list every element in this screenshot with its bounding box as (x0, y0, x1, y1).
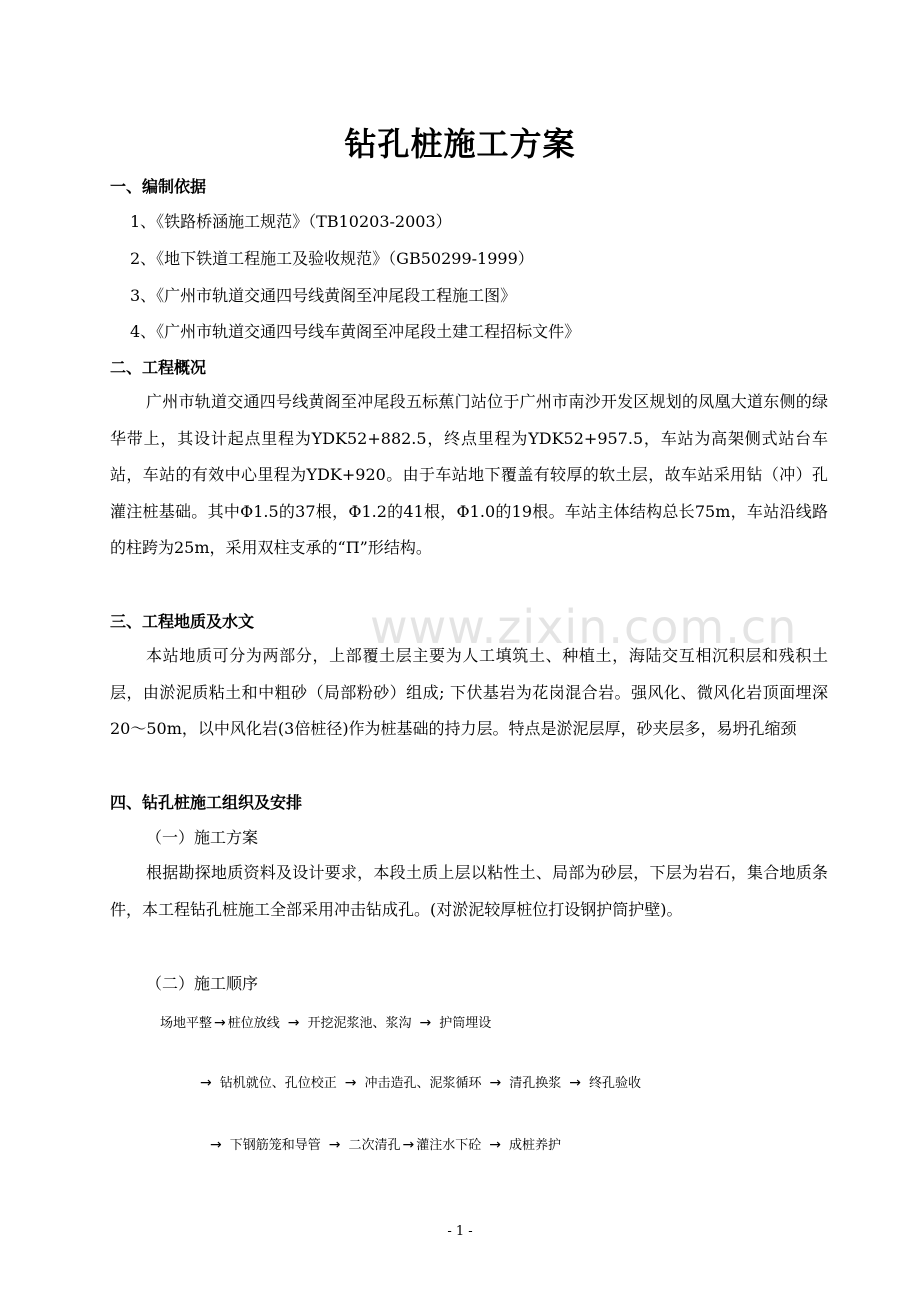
flow-row (200, 1073, 641, 1094)
flow-step: 终孔验收 (588, 1076, 641, 1091)
arrow-right-icon: → (489, 1137, 501, 1153)
flow-row (160, 1013, 491, 1034)
flow-step: 开挖泥浆池、浆沟 (307, 1016, 412, 1031)
subsection-plan: （一）施工方案 (146, 828, 259, 847)
flow-step: 下钢筋笼和导管 (229, 1138, 321, 1153)
flow-step: 二次清孔 (348, 1138, 401, 1153)
section-heading-basis: 一、编制依据 (110, 177, 207, 196)
flow-step: 桩位放线 (227, 1016, 280, 1031)
flow-step: 钻机就位、孔位校正 (219, 1076, 337, 1091)
flow-step: 场地平整 (160, 1016, 213, 1031)
plan-paragraph: 根据勘探地质资料及设计要求，本段土质上层以粘性土、局部为砂层，下层为岩石，集合地质条件，本工程钻孔桩施工全部采用冲击钻成孔。(对淤泥较厚桩位打设钢护筒护壁)。 (110, 863, 828, 919)
arrow-right-icon: → (402, 1137, 415, 1153)
arrow-right-icon: → (344, 1075, 357, 1091)
flow-step: 清孔换浆 (509, 1076, 562, 1091)
arrow-right-icon: → (489, 1075, 502, 1091)
flow-step: 冲击造孔、泥浆循环 (364, 1076, 482, 1091)
reference-item: 4、《广州市轨道交通四号线车黄阁至冲尾段土建工程招标文件》 (130, 322, 581, 341)
watermark: www.zixin.com.cn (370, 600, 798, 654)
arrow-right-icon: → (328, 1137, 341, 1153)
section-heading-geology: 三、工程地质及水文 (110, 612, 255, 631)
arrow-right-icon: → (210, 1137, 222, 1153)
arrow-right-icon: → (569, 1075, 581, 1091)
arrow-right-icon: → (200, 1075, 212, 1091)
overview-paragraph: 广州市轨道交通四号线黄阁至冲尾段五标蕉门站位于广州市南沙开发区规划的凤凰大道东侧的绿华带上，其设计起点里程为YDK52+882.5，终点里程为YDK52+957.5，车站为高架侧式站台车站，车站的有效中心里程为YDK+920。由于车站地下覆盖有较厚的软土层，故车站采用钻（冲）孔灌注桩基础。其中Φ1.5的37根，Φ1.2的41根，Φ1.0的19根。车站主体结构总长75m，车站沿线路的柱跨为25m，采用双柱支承的“П”形结构。 (110, 392, 828, 557)
arrow-right-icon: → (214, 1015, 226, 1031)
arrow-right-icon: → (287, 1015, 300, 1031)
flow-step: 护筒埋设 (439, 1016, 492, 1031)
flow-row (210, 1135, 561, 1156)
reference-item: 1、《铁路桥涵施工规范》（TB10203-2003） (130, 212, 452, 231)
reference-item: 3、《广州市轨道交通四号线黄阁至冲尾段工程施工图》 (130, 286, 517, 305)
arrow-right-icon: → (419, 1015, 432, 1031)
reference-item: 2、《地下铁道工程施工及验收规范》（GB50299-1999） (130, 249, 534, 268)
flow-step: 灌注水下砼 (416, 1138, 482, 1153)
flow-step: 成桩养护 (508, 1138, 561, 1153)
subsection-sequence: （二）施工顺序 (146, 974, 259, 993)
geology-paragraph: 本站地质可分为两部分，上部覆土层主要为人工填筑土、种植土，海陆交互相沉积层和残积土层，由淤泥质粘土和中粗砂（局部粉砂）组成; 下伏基岩为花岗混合岩。强风化、微风化岩顶面埋深20～50m，以中风化岩(3倍桩径)作为桩基础的持力层。特点是淤泥层厚，砂夹层多，易坍孔缩颈 (110, 646, 828, 738)
page-title: 钻孔桩施工方案 (344, 125, 576, 163)
page-number: - 1 - (447, 1224, 473, 1239)
section-heading-organization: 四、钻孔桩施工组织及安排 (110, 793, 303, 812)
section-heading-overview: 二、工程概况 (110, 358, 207, 377)
